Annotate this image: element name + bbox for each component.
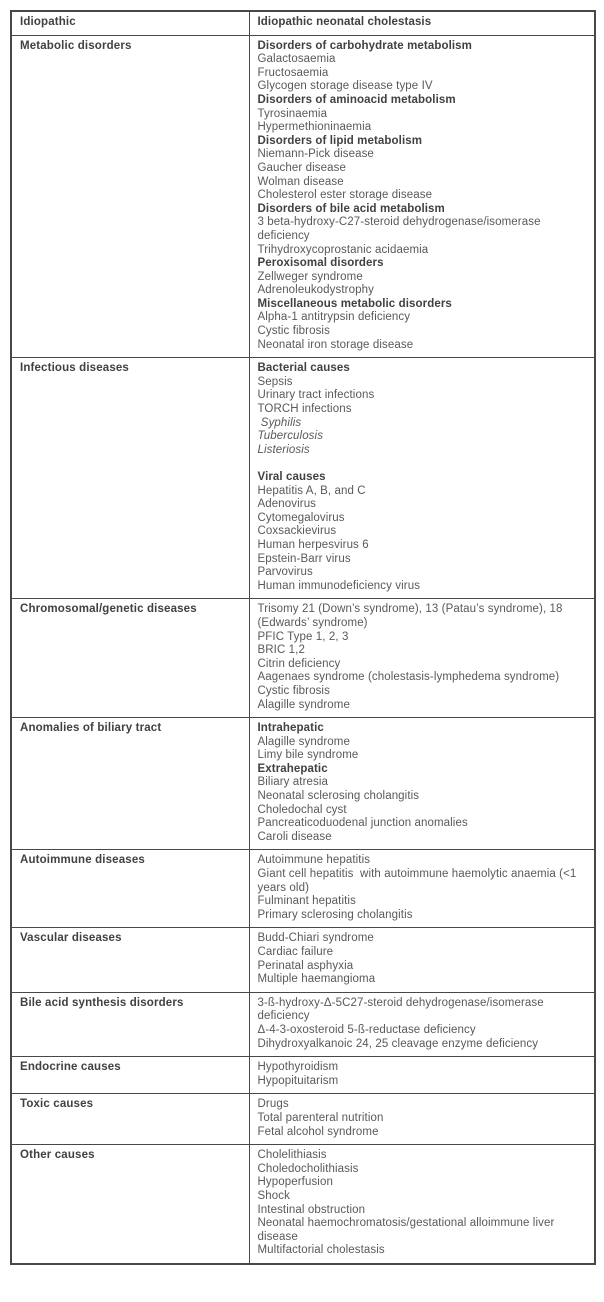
items-cell bbox=[249, 1057, 595, 1094]
item-line: Choledochal cyst bbox=[257, 803, 347, 816]
item-line: Adenovirus bbox=[257, 498, 317, 511]
items-cell bbox=[249, 992, 595, 1056]
item-line: Glycogen storage disease type IV bbox=[257, 80, 433, 93]
item-line: Primary sclerosing cholangitis bbox=[257, 908, 413, 921]
item-line: Bacterial causes bbox=[257, 362, 350, 375]
item-line: Cholesterol ester storage disease bbox=[257, 189, 433, 202]
item-line: Urinary tract infections bbox=[257, 389, 375, 402]
category-cell: Idiopathic bbox=[11, 11, 249, 35]
category-cell: Anomalies of biliary tract bbox=[11, 718, 249, 850]
item-line: Dihydroxyalkanoic 24, 25 cleavage enzyme deficiency bbox=[257, 1037, 539, 1050]
item-line: Hypothyroidism bbox=[257, 1061, 339, 1074]
item-line: Cholelithiasis bbox=[257, 1149, 327, 1162]
item-line: Disorders of aminoacid metabolism bbox=[257, 93, 456, 106]
item-line: Caroli disease bbox=[257, 830, 332, 843]
item-line: Hypopituitarism bbox=[257, 1074, 339, 1087]
item-line: Galactosaemia bbox=[257, 53, 336, 66]
category-cell: Bile acid synthesis disorders bbox=[11, 992, 249, 1056]
table-row bbox=[11, 1057, 595, 1094]
item-line: Hypoperfusion bbox=[257, 1176, 333, 1189]
item-line: Adrenoleukodystrophy bbox=[257, 284, 374, 297]
neonatal-cholestasis-causes-table bbox=[10, 10, 596, 1265]
item-line: Hypermethioninaemia bbox=[257, 121, 372, 134]
item-line: Fructosaemia bbox=[257, 66, 329, 79]
item-line: TORCH infections bbox=[257, 403, 352, 416]
item-line: Drugs bbox=[257, 1098, 289, 1111]
item-line: Cystic fibrosis bbox=[257, 325, 330, 338]
item-line: Disorders of carbohydrate metabolism bbox=[257, 39, 472, 52]
items-cell bbox=[249, 358, 595, 599]
category-cell: Metabolic disorders bbox=[11, 35, 249, 358]
items-cell bbox=[249, 718, 595, 850]
item-line: 3 beta-hydroxy-C27-steroid dehydrogenase/isomerase deficiency bbox=[257, 216, 544, 242]
table-row bbox=[11, 358, 595, 599]
table-row bbox=[11, 992, 595, 1056]
table-body bbox=[11, 11, 595, 1264]
item-line: Extrahepatic bbox=[257, 762, 328, 775]
category-cell: Endocrine causes bbox=[11, 1057, 249, 1094]
item-line: Listeriosis bbox=[257, 443, 310, 456]
item-line: Idiopathic neonatal cholestasis bbox=[257, 16, 432, 28]
category-cell: Vascular diseases bbox=[11, 928, 249, 992]
items-cell bbox=[249, 599, 595, 718]
causes-table-container bbox=[10, 10, 596, 1265]
item-line: Shock bbox=[257, 1189, 290, 1202]
table-row bbox=[11, 1145, 595, 1264]
table-row bbox=[11, 35, 595, 358]
table-row bbox=[11, 11, 595, 35]
table-row bbox=[11, 599, 595, 718]
item-line: Autoimmune hepatitis bbox=[257, 854, 371, 867]
item-line: Giant cell hepatitis with autoimmune haemolytic anaemia (<1 years old) bbox=[257, 868, 580, 894]
table-row bbox=[11, 1094, 595, 1145]
item-line: Parvovirus bbox=[257, 566, 313, 579]
item-line: Tuberculosis bbox=[257, 430, 324, 443]
item-line: Disorders of lipid metabolism bbox=[257, 134, 423, 147]
item-line: Total parenteral nutrition bbox=[257, 1111, 384, 1124]
item-line: Fulminant hepatitis bbox=[257, 895, 356, 908]
item-line: Cytomegalovirus bbox=[257, 511, 345, 524]
item-line: Coxsackievirus bbox=[257, 525, 337, 538]
item-line: PFIC Type 1, 2, 3 bbox=[257, 630, 349, 643]
category-cell: Other causes bbox=[11, 1145, 249, 1264]
item-line: Budd-Chiari syndrome bbox=[257, 932, 374, 945]
items-cell bbox=[249, 11, 595, 35]
item-line: Gaucher disease bbox=[257, 161, 346, 174]
item-line: Syphilis bbox=[257, 416, 302, 429]
category-cell: Toxic causes bbox=[11, 1094, 249, 1145]
table-row bbox=[11, 718, 595, 850]
item-line: Wolman disease bbox=[257, 175, 344, 188]
item-line: Choledocholithiasis bbox=[257, 1162, 359, 1175]
category-cell: Infectious diseases bbox=[11, 358, 249, 599]
item-line: Alagille syndrome bbox=[257, 698, 350, 711]
item-line: Cystic fibrosis bbox=[257, 684, 330, 697]
item-line: Perinatal asphyxia bbox=[257, 959, 354, 972]
table-row bbox=[11, 928, 595, 992]
item-line: Neonatal sclerosing cholangitis bbox=[257, 790, 420, 803]
item-line: Human herpesvirus 6 bbox=[257, 538, 369, 551]
item-line: Δ-4-3-oxosteroid 5-ß-reductase deficiency bbox=[257, 1023, 476, 1036]
item-line: Trisomy 21 (Down’s syndrome), 13 (Patau’s syndrome), 18 (Edwards’ syndrome) bbox=[257, 603, 566, 629]
item-line: Citrin deficiency bbox=[257, 657, 341, 670]
items-cell bbox=[249, 35, 595, 358]
table-row bbox=[11, 850, 595, 928]
item-line: Multiple haemangioma bbox=[257, 973, 376, 986]
item-line: Neonatal haemochromatosis/gestational alloimmune liver disease bbox=[257, 1217, 558, 1243]
item-line: Alpha-1 antitrypsin deficiency bbox=[257, 311, 411, 324]
items-cell bbox=[249, 928, 595, 992]
category-cell: Chromosomal/genetic diseases bbox=[11, 599, 249, 718]
item-line: Zellweger syndrome bbox=[257, 270, 363, 283]
item-line: Viral causes bbox=[257, 471, 326, 483]
category-cell: Autoimmune diseases bbox=[11, 850, 249, 928]
item-line: Niemann-Pick disease bbox=[257, 148, 374, 161]
item-line: Sepsis bbox=[257, 375, 293, 388]
item-line: Aagenaes syndrome (cholestasis-lymphedema syndrome) bbox=[257, 671, 560, 684]
item-line: Biliary atresia bbox=[257, 776, 329, 789]
item-line: Multifactorial cholestasis bbox=[257, 1244, 385, 1257]
item-line: Neonatal iron storage disease bbox=[257, 338, 414, 351]
item-line: Hepatitis A, B, and C bbox=[257, 484, 366, 497]
item-line: Pancreaticoduodenal junction anomalies bbox=[257, 817, 468, 830]
item-line: Alagille syndrome bbox=[257, 735, 350, 748]
items-cell bbox=[249, 1094, 595, 1145]
item-line: 3-ß-hydroxy-Δ-5C27-steroid dehydrogenase/isomerase deficiency bbox=[257, 996, 548, 1023]
item-line: Trihydroxycoprostanic acidaemia bbox=[257, 243, 429, 256]
item-line: Cardiac failure bbox=[257, 946, 334, 958]
item-line: BRIC 1,2 bbox=[257, 644, 305, 657]
items-cell bbox=[249, 1145, 595, 1264]
item-line: Tyrosinaemia bbox=[257, 107, 328, 120]
item-line: Fetal alcohol syndrome bbox=[257, 1125, 379, 1138]
blank-line bbox=[258, 457, 587, 471]
item-line: Intrahepatic bbox=[257, 722, 324, 735]
items-cell bbox=[249, 850, 595, 928]
item-line: Limy bile syndrome bbox=[257, 749, 359, 762]
item-line: Epstein-Barr virus bbox=[257, 552, 351, 565]
item-line: Peroxisomal disorders bbox=[257, 257, 384, 270]
item-line: Human immunodeficiency virus bbox=[257, 579, 421, 592]
item-line: Miscellaneous metabolic disorders bbox=[257, 297, 452, 310]
item-line: Intestinal obstruction bbox=[257, 1203, 366, 1216]
item-line: Disorders of bile acid metabolism bbox=[257, 202, 445, 215]
